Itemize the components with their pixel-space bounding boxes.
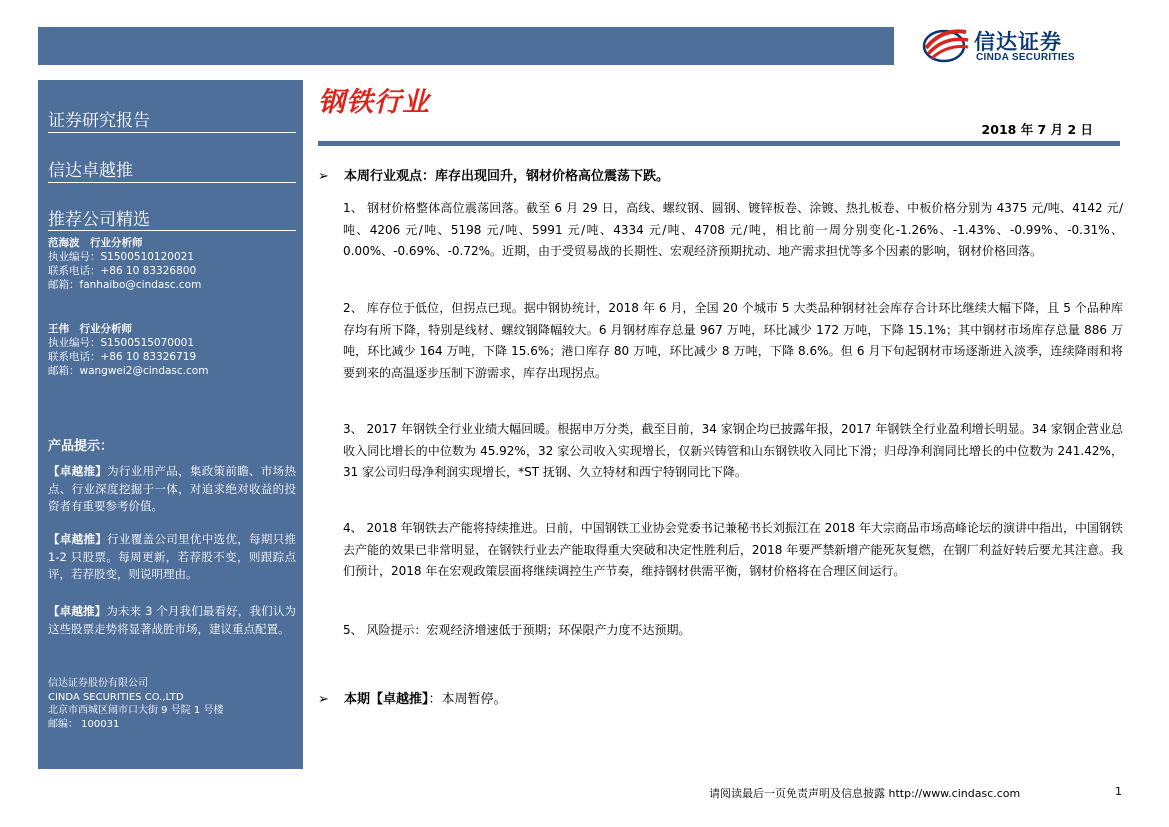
footer-disclaimer[interactable]: 请阅读最后一页免责声明及信息披露 http://www.cindasc.com — [709, 787, 1021, 800]
company-address: 北京市西城区闹市口大街 9 号院 1 号楼 — [48, 705, 224, 716]
product-text: 行业覆盖公司里优中选优，每期只推 1-2 只股票。每周更新，若荐股不变，则跟踪点评，若荐股变，则说明理由。 — [48, 532, 296, 581]
paragraph: 5、 风险提示：宏观经济增速低于预期；环保限产力度不达预期。 — [343, 623, 691, 637]
picks-heading-rest: ：本周暂停。 — [428, 692, 507, 707]
arrow-bullet-icon: ➢ — [318, 692, 329, 707]
logo-text-en: CINDA SECURITIES — [976, 52, 1075, 63]
analyst-phone: 联系电话：+86 10 83326719 — [48, 351, 197, 363]
cinda-logo-icon — [922, 24, 970, 64]
company-name-en: CINDA SECURITIES CO.,LTD — [48, 691, 184, 703]
weekly-view-text: 本周行业观点：库存出现回升，钢材价格高位震荡下跌。 — [344, 169, 670, 184]
paragraph: 3、 2017 年钢铁全行业业绩大幅回暖。根据申万分类，截至目前，34 家钢企均已披露年报，2017 年钢铁全行业盈利增长明显。34 家钢企营业总收入同比增长的中位数为 45.92%，32 家公司收入实现增长，仅新兴铸管和山东钢铁收入同比下滑；归母净利润同比增长的中位数为 241.42%，31 家公司归母净利润实现增长，*ST 抚钢、久立特材和西宁特钢同比下降。 — [343, 422, 1123, 479]
sidebar — [38, 80, 303, 769]
analyst-email[interactable]: 邮箱：wangwei2@cindasc.com — [48, 365, 209, 377]
sidebar-section-report: 证券研究报告 — [48, 111, 150, 131]
picks-heading-bold: 本期【卓越推】 — [344, 692, 429, 707]
title-divider — [318, 141, 1120, 146]
logo-text-cn: 信达证券 — [974, 30, 1062, 54]
paragraph: 2、 库存位于低位，但拐点已现。据中钢协统计，2018 年 6 月，全国 20 个城市 5 大类品种钢材社会库存合计环比继续大幅下降，且 5 个品种库存均有所下降，特别是线材、螺纹钢降幅较大。6 月钢材库存总量 967 万吨，环比减少 172 万吨，下降 15.1%；其中钢材市场库存总量 886 万吨，环比减少 164 万吨，下降 15.6%；港口库存 80 万吨，环比减少 8 万吨，下降 8.6%。但 6 月下旬起钢材市场逐渐进入淡季，连续降雨和将要到来的高温逐步压制下游需求，库存出现拐点。 — [343, 301, 1123, 380]
picks-heading — [318, 688, 507, 707]
analyst-card — [48, 236, 298, 292]
product-notice-item — [48, 463, 296, 516]
paragraph: 4、 2018 年钢铁去产能将持续推进。日前，中国钢铁工业协会党委书记兼秘书长刘振江在 2018 年大宗商品市场高峰论坛的演讲中指出，中国钢铁去产能的效果已非常明显，在钢铁行业去产能取得重大突破和决定性胜利后，2018 年要严禁新增产能死灰复燃，在钢厂利益好转后要尤其注意。我们预计，2018 年在宏观政策层面将继续调控生产节奏，维持钢材供需平衡，钢材价格将在合理区间运行。 — [343, 521, 1123, 578]
company-name-cn: 信达证券股份有限公司 — [48, 678, 148, 689]
analyst-name: 王伟 行业分析师 — [48, 323, 132, 335]
analyst-card — [48, 322, 298, 378]
weekly-view-heading — [318, 165, 669, 184]
product-text: 为行业用产品，集政策前瞻、市场热点、行业深度挖掘于一体，对追求绝对收益的投资者有重要参考价值。 — [48, 464, 296, 513]
company-postcode: 邮编： 100031 — [48, 718, 120, 730]
company-info — [48, 677, 298, 731]
sidebar-divider — [48, 182, 296, 183]
analyst-name: 范海波 行业分析师 — [48, 237, 143, 249]
product-notice-title: 产品提示： — [48, 439, 114, 454]
analyst-license: 执业编号：S1500515070001 — [48, 337, 195, 349]
sidebar-divider — [48, 132, 296, 133]
sidebar-divider — [48, 230, 296, 231]
sidebar-section-picks: 推荐公司精选 — [48, 210, 150, 230]
analyst-license: 执业编号：S1500510120021 — [48, 251, 195, 263]
page-number: 1 — [1115, 785, 1122, 798]
product-tag: 【卓越推】 — [48, 604, 107, 618]
product-notice-item — [48, 603, 296, 638]
sidebar-section-product: 信达卓越推 — [48, 161, 133, 181]
cinda-logo — [922, 24, 1122, 68]
product-notice-item — [48, 531, 296, 584]
report-date: 2018 年 7 月 2 日 — [981, 122, 1093, 137]
product-tag: 【卓越推】 — [48, 464, 108, 478]
arrow-bullet-icon: ➢ — [318, 169, 329, 184]
analyst-phone: 联系电话：+86 10 83326800 — [48, 265, 197, 277]
product-tag: 【卓越推】 — [48, 532, 108, 546]
header-bar — [38, 27, 894, 65]
analyst-email[interactable]: 邮箱：fanhaibo@cindasc.com — [48, 279, 202, 291]
industry-title: 钢铁行业 — [318, 87, 430, 118]
paragraph: 1、 钢材价格整体高位震荡回落。截至 6 月 29 日，高线、螺纹钢、圆钢、镀锌板卷、涂镀、热扎板卷、中板价格分别为 4375 元/吨、4142 元/吨、4206 元/吨、5198 元/吨、5991 元/吨、4334 元/吨、4708 元/吨，相比前一周分别变化-1.26%、-1.43%、-0.99%、-0.31%、0.00%、-0.69%、-0.72%。近期，由于受贸易战的长期性、宏观经济预期扰动、地产需求担忧等多个因素的影响，钢材价格回落。 — [343, 201, 1123, 258]
product-text: 为未来 3 个月我们最看好，我们认为这些股票走势将显著战胜市场，建议重点配置。 — [48, 604, 296, 636]
